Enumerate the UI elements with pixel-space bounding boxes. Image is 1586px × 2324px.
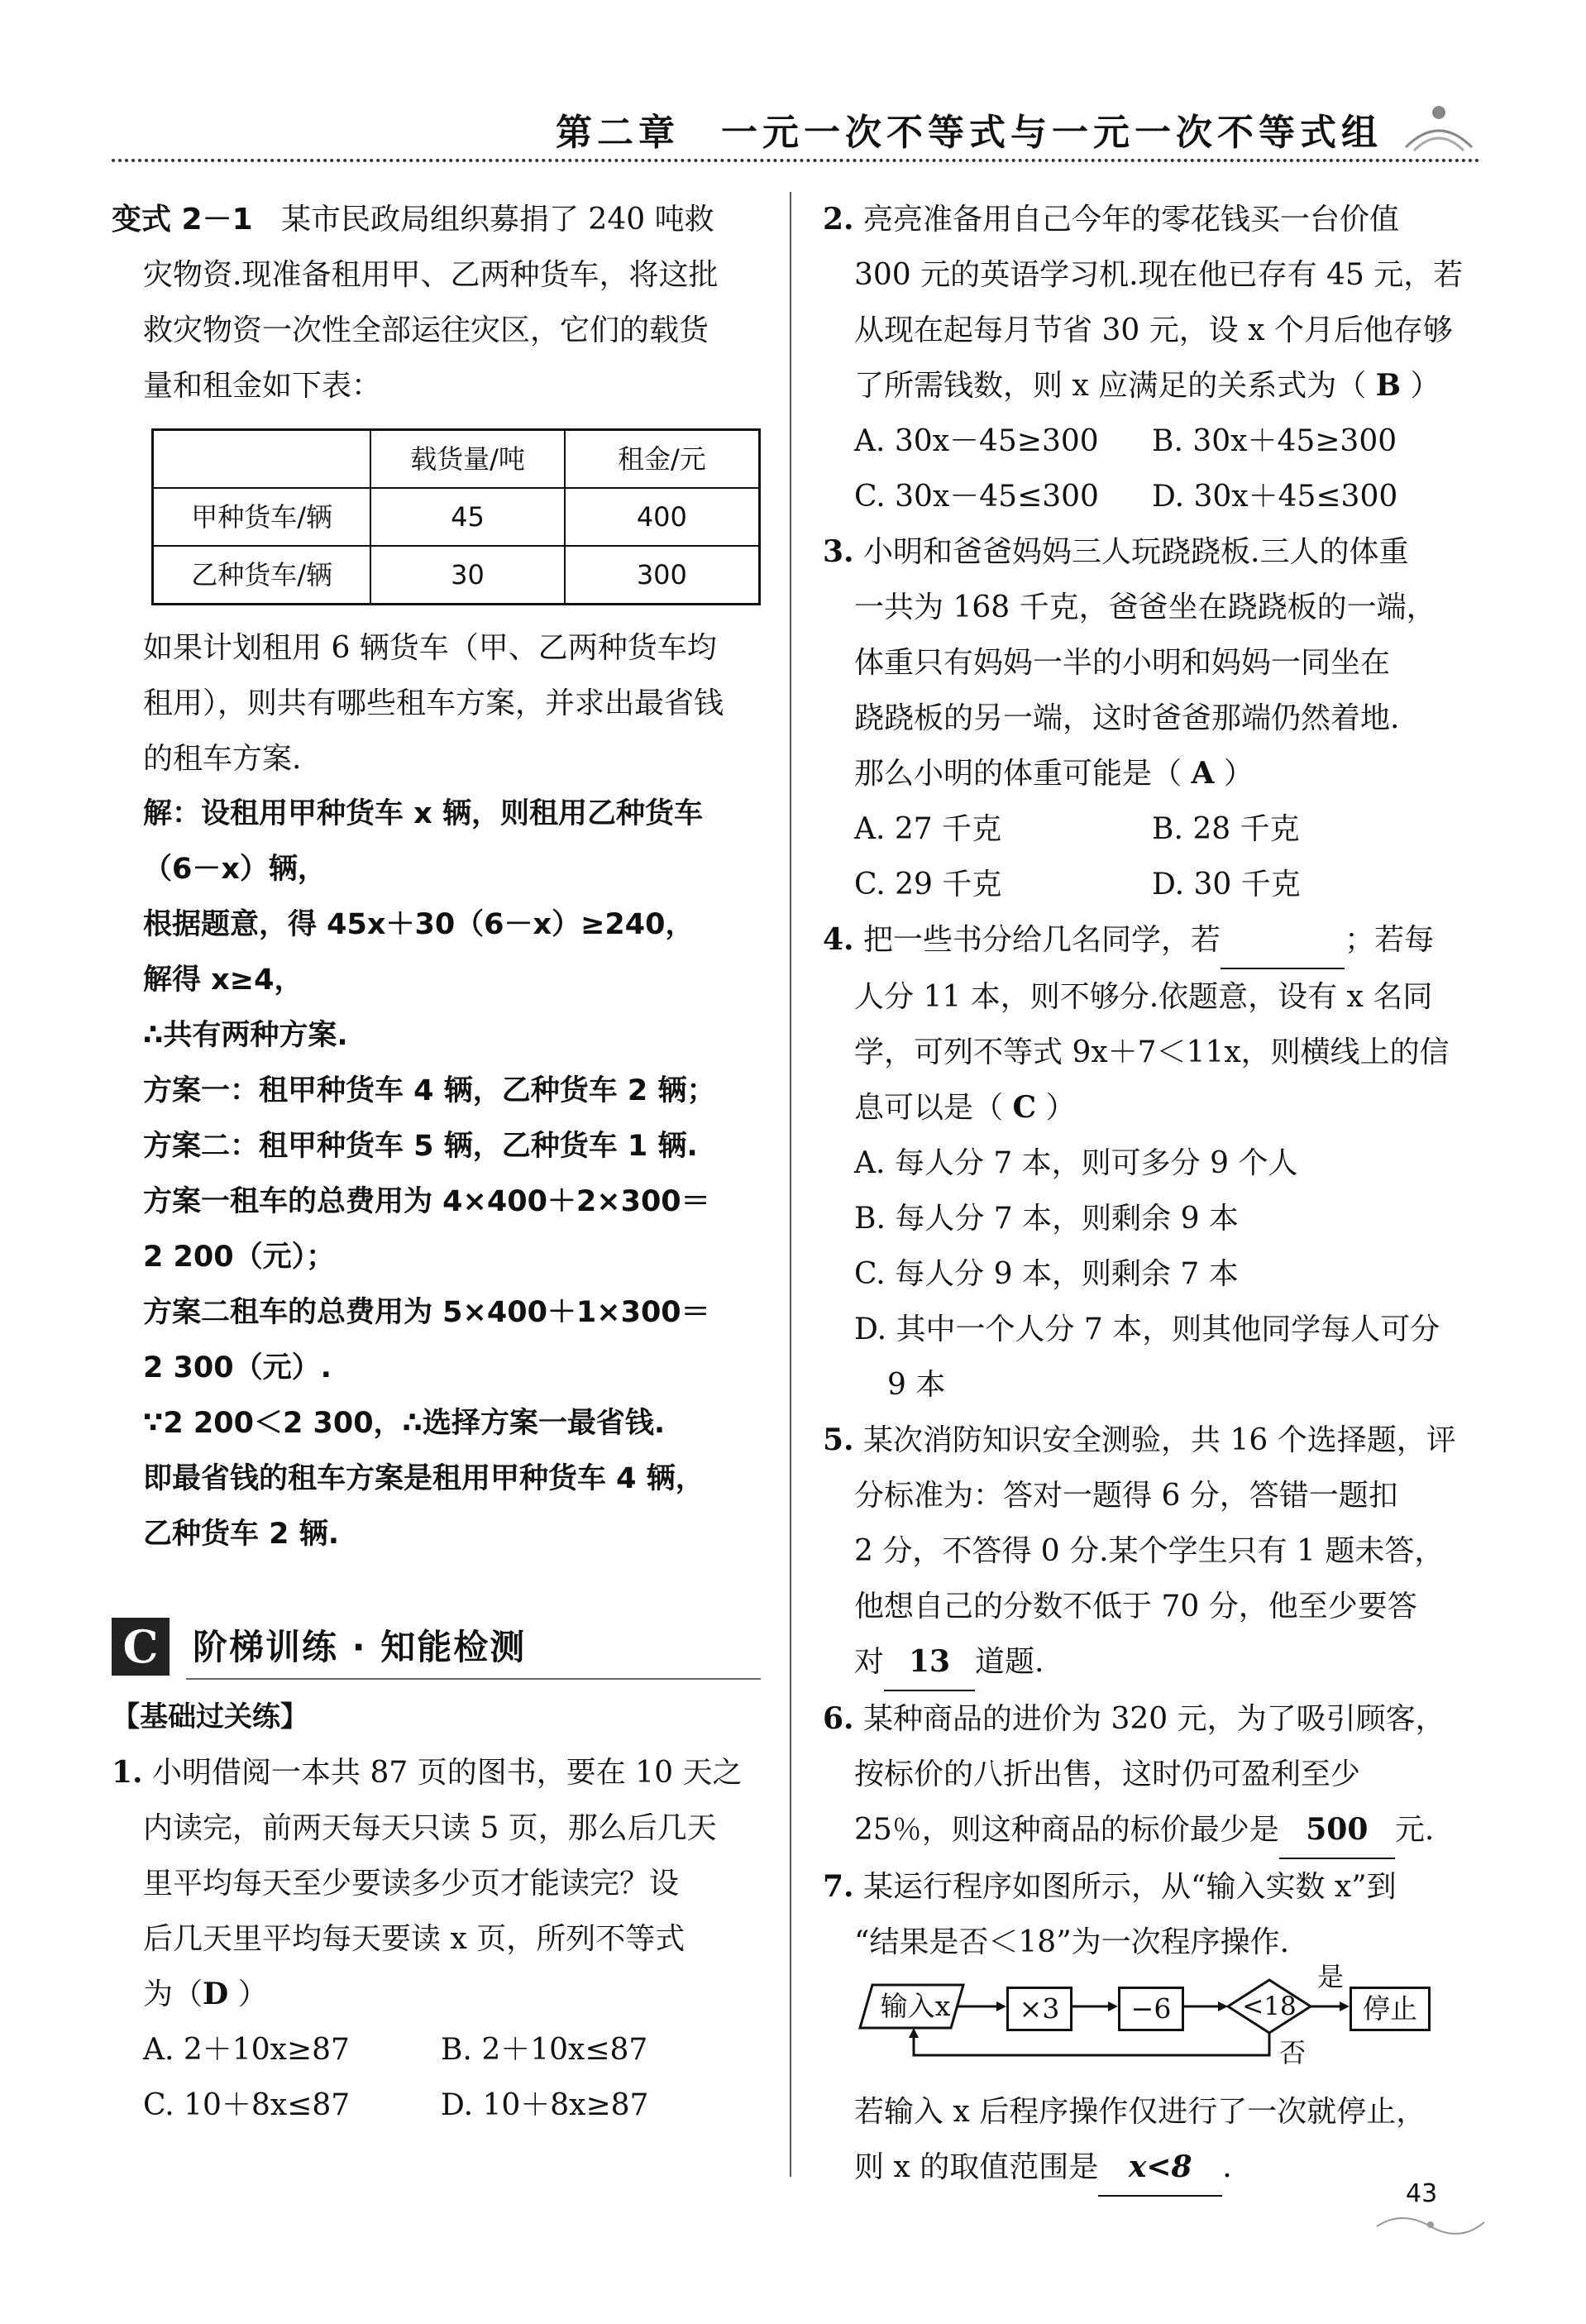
option-d: D. 其中一个人分 7 本，则其他同学每人可分 [854, 1313, 1440, 1346]
answer: A [1191, 756, 1215, 791]
right-column [823, 192, 1476, 2197]
question-line: 则 x 的取值范围是 x<8 . [823, 2140, 1476, 2197]
solution-line: ∵2 200＜2 300，∴选择方案一最省钱. [143, 1407, 666, 1440]
question-line: 4. 把一些书分给几名同学，若 ；若每 [823, 912, 1476, 969]
table-header-cell: 载货量/吨 [370, 430, 564, 489]
question-line: 7. 某运行程序如图所示，从“输入实数 x”到 [823, 1869, 1397, 1904]
column-divider [790, 192, 791, 2177]
answer: C [1012, 1090, 1037, 1125]
rent-table [151, 428, 761, 605]
table-cell: 30 [370, 546, 564, 605]
table-row [153, 546, 760, 605]
answer-blank: x<8 [1098, 2140, 1222, 2197]
question-6 [823, 1691, 1476, 1859]
section-title: 阶梯训练 · 知能检测 [193, 1626, 527, 1667]
table-row [153, 488, 760, 546]
answer: B [1375, 368, 1402, 403]
answer: D [203, 1977, 229, 2011]
variant-intro-line: 灾物资.现准备租用甲、乙两种货车，将这批 [143, 258, 719, 292]
variant-intro-line: 变式 2－1 某市民政局组织募捐了 240 吨救 [112, 203, 714, 237]
solution-line: 即最省钱的租车方案是租用甲种货车 4 辆， [143, 1462, 705, 1495]
question-2 [823, 192, 1476, 524]
question-line: 里平均每天至少要读多少页才能读完？设 [143, 1867, 680, 1901]
question-line: 若输入 x 后程序操作仅进行了一次就停止， [854, 2095, 1426, 2129]
table-cell: 400 [565, 488, 760, 546]
option-c: C. 10＋8x≤87 [143, 2088, 351, 2122]
flow-subtract: −6 [1118, 1987, 1184, 2031]
question-1 [112, 1745, 761, 2133]
question-number: 2. [823, 202, 854, 237]
table-cell: 乙种货车/辆 [153, 546, 371, 605]
question-line: 那么小明的体重可能是（ A ） [854, 756, 1254, 791]
table-cell: 45 [370, 488, 564, 546]
flow-no-label: 否 [1279, 2037, 1307, 2068]
question-line: 按标价的八折出售，这时仍可盈利至少 [854, 1757, 1361, 1791]
question-line: 后几天里平均每天要读 x 页，所列不等式 [143, 1922, 686, 1956]
left-column [112, 192, 761, 2133]
question-3 [823, 524, 1476, 912]
solution-line: 根据题意，得 45x＋30（6－x）≥240， [143, 908, 695, 941]
solution-line: 方案一租车的总费用为 4×400＋2×300＝ [143, 1185, 710, 1218]
section-c-heading [112, 1612, 761, 1681]
solution-line: ∴共有两种方案. [143, 1019, 348, 1052]
question-line: 分标准为：答对一题得 6 分，答错一题扣 [854, 1479, 1398, 1513]
question-line: 2 分，不答得 0 分.某个学生只有 1 题未答， [854, 1534, 1445, 1568]
question-line: 一共为 168 千克，爸爸坐在跷跷板的一端， [854, 591, 1436, 624]
question-line: 了所需钱数，则 x 应满足的关系式为（ B ） [854, 368, 1440, 403]
question-line: 息可以是（ C ） [854, 1090, 1076, 1125]
flow-input: 输入x [880, 1990, 951, 2022]
page-number-decoration-icon [1373, 2210, 1488, 2235]
option-d: D. 30 千克 [1152, 868, 1301, 901]
question-number: 4. [823, 922, 854, 957]
question-line: 300 元的英语学习机.现在他已存有 45 元，若 [854, 258, 1464, 292]
table-header-cell: 租金/元 [565, 430, 760, 489]
question-line: 内读完，前两天每天只读 5 页，那么后几天 [143, 1811, 717, 1845]
question-7 [823, 1859, 1476, 2197]
variant-label: 变式 2－1 [112, 203, 253, 237]
solution-line: 2 200（元）； [143, 1241, 336, 1274]
question-line: 2. 亮亮准备用自己今年的零花钱买一台价值 [823, 202, 1400, 237]
question-number: 7. [823, 1869, 854, 1904]
table-header-row [153, 430, 760, 489]
table-cell: 300 [565, 546, 760, 605]
variant-intro-line: 量和租金如下表： [143, 369, 382, 403]
flow-multiply: ×3 [1006, 1987, 1072, 2031]
solution-line: 乙种货车 2 辆. [143, 1518, 340, 1551]
question-number: 6. [823, 1701, 854, 1736]
question-4 [823, 912, 1476, 1413]
option-b: B. 28 千克 [1152, 812, 1300, 846]
question-line: 他想自己的分数不低于 70 分，他至少要答 [854, 1590, 1417, 1623]
flow-yes-label: 是 [1317, 1961, 1345, 1992]
option-a: A. 30x－45≥300 [854, 424, 1099, 458]
option-b: B. 2＋10x≤87 [441, 2033, 648, 2067]
options-row [112, 2022, 761, 2078]
variant-intro-line: 救灾物资一次性全部运往灾区，它们的载货 [143, 313, 709, 347]
question-line: 1. 小明借阅一本共 87 页的图书，要在 10 天之 [112, 1755, 743, 1790]
answer-blank: 500 [1279, 1802, 1395, 1859]
option-c: C. 29 千克 [854, 868, 1002, 901]
question-line: 对 13 道题. [823, 1634, 1476, 1691]
option-b: B. 每人分 7 本，则剩余 9 本 [854, 1202, 1239, 1236]
header-dotted-line [112, 159, 1480, 162]
question-line: 从现在起每月节省 30 元，设 x 个月后他存够 [854, 313, 1453, 347]
section-underline [186, 1678, 761, 1680]
solution-line: 解：设租用甲种货车 x 辆，则租用乙种货车 [143, 797, 703, 830]
chapter-title: 第二章 一元一次不等式与一元一次不等式组 [556, 112, 1383, 154]
solution-line: 方案二：租甲种货车 5 辆，乙种货车 1 辆. [143, 1130, 698, 1163]
page-number: 43 [1406, 2179, 1438, 2208]
table-header-cell [153, 430, 371, 489]
solution-line: 解得 x≥4， [143, 964, 303, 997]
question-number: 5. [823, 1423, 854, 1457]
answer-blank [1221, 912, 1345, 969]
program-flowchart [856, 1961, 1468, 2084]
option-b: B. 30x＋45≥300 [1152, 424, 1397, 458]
question-line: 学，可列不等式 9x＋7＜11x，则横线上的信 [854, 1035, 1450, 1069]
solution-block [112, 787, 761, 1562]
question-line: 5. 某次消防知识安全测验，共 16 个选择题，评 [823, 1423, 1456, 1457]
question-line: 6. 某种商品的进价为 320 元，为了吸引顾客， [823, 1701, 1445, 1736]
section-letter-badge: C [112, 1618, 170, 1676]
question-line: 体重只有妈妈一半的小明和妈妈一同坐在 [854, 646, 1391, 680]
subsection-heading: 【基础过关练】 [112, 1700, 308, 1733]
option-d-continued: 9 本 [887, 1368, 946, 1402]
question-line: 人分 11 本，则不够分.依题意，设有 x 名同 [854, 980, 1433, 1014]
answer-blank: 13 [884, 1634, 975, 1691]
question-line: 跷跷板的另一端，这时爸爸那端仍然着地. [854, 701, 1400, 735]
options-row [823, 469, 1476, 524]
option-a: A. 27 千克 [854, 812, 1002, 846]
table-cell: 甲种货车/辆 [153, 488, 371, 546]
option-c: C. 每人分 9 本，则剩余 7 本 [854, 1257, 1239, 1291]
solution-line: 2 300（元）. [143, 1351, 332, 1384]
question-line: 为（D ） [143, 1977, 268, 2011]
solution-line: 方案一：租甲种货车 4 辆，乙种货车 2 辆； [143, 1074, 716, 1107]
variant-question-line: 的租车方案. [143, 742, 302, 776]
variant-question-line: 如果计划租用 6 辆货车（甲、乙两种货车均 [143, 631, 717, 665]
option-c: C. 30x－45≤300 [854, 480, 1099, 514]
option-a: A. 每人分 7 本，则可多分 9 个人 [854, 1146, 1298, 1180]
flow-condition: <18 [1242, 1992, 1297, 2021]
option-d: D. 10＋8x≥87 [441, 2088, 649, 2122]
variant-question-line: 租用），则共有哪些租车方案，并求出最省钱 [143, 686, 724, 720]
question-5 [823, 1413, 1476, 1691]
flow-stop: 停止 [1350, 1987, 1431, 2031]
solution-line: 方案二租车的总费用为 5×400＋1×300＝ [143, 1296, 710, 1329]
option-a: A. 2＋10x≥87 [143, 2033, 350, 2067]
question-number: 1. [112, 1755, 143, 1790]
options-row [112, 2078, 761, 2133]
question-line: 25％，则这种商品的标价最少是 500 元. [823, 1802, 1476, 1859]
options-row [823, 414, 1476, 469]
question-line: “结果是否＜18”为一次程序操作. [854, 1925, 1290, 1959]
flower-decoration-icon [1397, 98, 1480, 155]
solution-line: （6－x）辆， [143, 853, 327, 886]
options-row [823, 857, 1476, 912]
options-row [823, 801, 1476, 857]
question-line: 3. 小明和爸爸妈妈三人玩跷跷板.三人的体重 [823, 534, 1409, 569]
option-d: D. 30x＋45≤300 [1152, 480, 1398, 514]
question-number: 3. [823, 534, 854, 569]
page-header [112, 98, 1480, 164]
